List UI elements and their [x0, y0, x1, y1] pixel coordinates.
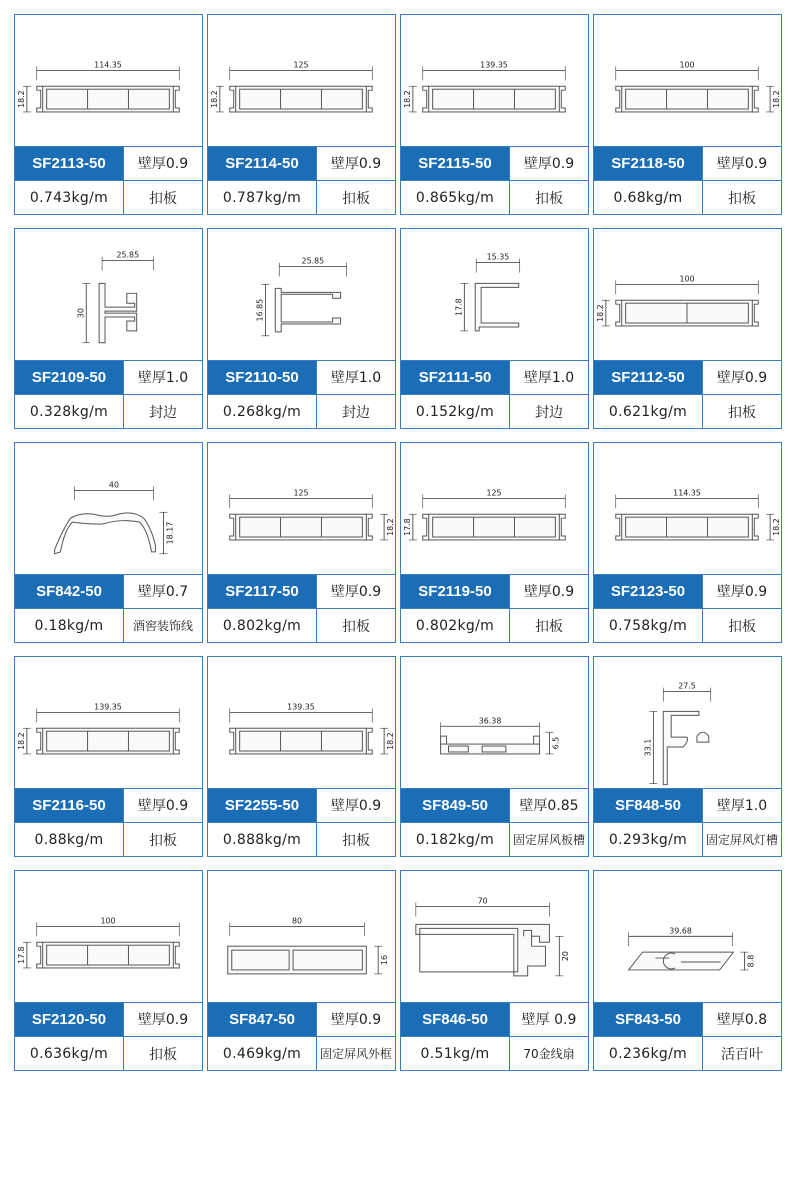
- spec-row: [208, 1003, 395, 1037]
- detail-row: [15, 608, 202, 642]
- product-grid: [14, 14, 782, 1071]
- width-dimension: [230, 488, 372, 508]
- height-dimension: [17, 942, 31, 968]
- profile-shape: [423, 86, 565, 112]
- width-label: 80: [292, 916, 303, 926]
- height-dimension: [403, 86, 417, 112]
- model-number: SF2112-50: [594, 361, 702, 395]
- width-dimension: [616, 488, 758, 508]
- profile-shape: [416, 924, 550, 975]
- height-dimension: [766, 86, 781, 112]
- profile-diagram: [401, 229, 588, 360]
- profile-drawing: [401, 229, 588, 361]
- width-dimension: [230, 702, 372, 722]
- height-dimension: [210, 86, 224, 112]
- profile-shape: [37, 86, 179, 112]
- width-dimension: [230, 916, 365, 936]
- detail-row: [15, 180, 202, 214]
- profile-drawing: [594, 443, 781, 575]
- width-label: 39.68: [669, 926, 692, 936]
- wall-thickness: 壁厚0.9: [509, 147, 588, 181]
- height-label: 18.2: [16, 732, 26, 750]
- weight-per-meter: 0.88kg/m: [34, 831, 104, 848]
- model-number: SF2109-50: [15, 361, 123, 395]
- profile-diagram: [15, 657, 202, 788]
- profile-diagram: [594, 657, 781, 788]
- detail-row: [208, 822, 395, 856]
- usage-label: 封边: [123, 395, 202, 428]
- height-dimension: [454, 283, 468, 330]
- detail-row: [401, 394, 588, 428]
- width-label: 100: [679, 60, 695, 70]
- profile-drawing: [401, 15, 588, 147]
- width-dimension: [37, 916, 179, 936]
- usage-label: 固定屏风板槽: [509, 823, 588, 856]
- width-dimension: [423, 488, 565, 508]
- height-dimension: [380, 514, 395, 540]
- height-dimension: [403, 514, 417, 540]
- usage-label: 活百叶: [702, 1037, 781, 1070]
- wall-thickness: 壁厚0.8: [702, 1003, 781, 1037]
- model-number: SF2111-50: [401, 361, 509, 395]
- width-dimension: [476, 253, 520, 273]
- profile-drawing: [401, 657, 588, 789]
- profile-shape: [230, 514, 372, 540]
- wall-thickness: 壁厚0.9: [316, 575, 395, 609]
- detail-row: [594, 1036, 781, 1070]
- weight-per-meter: 0.865kg/m: [415, 189, 495, 206]
- height-dimension: [380, 728, 395, 754]
- profile-diagram: [401, 657, 588, 788]
- product-card: [14, 870, 203, 1071]
- profile-shape: [230, 86, 372, 112]
- width-dimension: [102, 251, 153, 271]
- profile-diagram: [594, 229, 781, 360]
- usage-label: 封边: [316, 395, 395, 428]
- profile-shape: [616, 300, 758, 326]
- width-label: 125: [293, 60, 309, 70]
- weight-per-meter: 0.787kg/m: [222, 189, 302, 206]
- weight-per-meter: 0.68kg/m: [613, 189, 683, 206]
- spec-row: [594, 361, 781, 395]
- usage-label: 扣板: [316, 823, 395, 856]
- width-label: 27.5: [678, 681, 696, 691]
- width-label: 36.38: [478, 716, 502, 726]
- usage-label: 扣板: [509, 609, 588, 642]
- profile-diagram: [15, 871, 202, 1002]
- product-card: [593, 870, 782, 1071]
- width-dimension: [616, 60, 758, 80]
- weight-per-meter: 0.328kg/m: [29, 403, 109, 420]
- weight-per-meter: 0.802kg/m: [222, 617, 302, 634]
- width-dimension: [663, 682, 710, 702]
- detail-row: [401, 180, 588, 214]
- product-card: [593, 442, 782, 643]
- product-card: [400, 14, 589, 215]
- usage-label: 扣板: [316, 181, 395, 214]
- profile-diagram: [594, 443, 781, 574]
- spec-row: [401, 1003, 588, 1037]
- width-dimension: [230, 60, 372, 80]
- spec-row: [401, 789, 588, 823]
- height-label: 18.2: [772, 90, 781, 108]
- wall-thickness: 壁厚1.0: [702, 789, 781, 823]
- spec-row: [401, 575, 588, 609]
- width-dimension: [416, 897, 550, 917]
- detail-row: [401, 822, 588, 856]
- profile-shape: [475, 283, 519, 330]
- model-number: SF2113-50: [15, 147, 123, 181]
- height-dimension: [17, 728, 31, 754]
- product-card: [207, 870, 396, 1071]
- profile-drawing: [15, 657, 202, 789]
- height-label: 33.1: [643, 738, 653, 757]
- profile-drawing: [594, 657, 781, 789]
- height-dimension: [76, 283, 90, 342]
- model-number: SF843-50: [594, 1003, 702, 1037]
- width-label: 100: [679, 274, 695, 284]
- detail-row: [594, 822, 781, 856]
- product-card: [400, 442, 589, 643]
- height-dimension: [374, 946, 389, 974]
- width-label: 139.35: [480, 60, 508, 70]
- usage-label: 扣板: [123, 181, 202, 214]
- profile-shape: [663, 711, 709, 784]
- usage-label: 扣板: [123, 1037, 202, 1070]
- model-number: SF2117-50: [208, 575, 316, 609]
- height-dimension: [17, 86, 31, 112]
- profile-diagram: [401, 871, 588, 1002]
- profile-shape: [629, 952, 734, 970]
- height-label: 18.2: [386, 732, 395, 750]
- usage-label: 扣板: [509, 181, 588, 214]
- height-dimension: [545, 732, 560, 754]
- usage-label: 固定屏风灯槽: [702, 823, 781, 856]
- wall-thickness: 壁厚0.9: [316, 147, 395, 181]
- detail-row: [208, 608, 395, 642]
- width-label: 25.85: [116, 250, 140, 260]
- height-dimension: [643, 711, 657, 783]
- product-card: [593, 656, 782, 857]
- wall-thickness: 壁厚0.85: [509, 789, 588, 823]
- model-number: SF2123-50: [594, 575, 702, 609]
- height-label: 8.8: [746, 954, 756, 968]
- width-label: 100: [100, 916, 116, 926]
- profile-drawing: [208, 229, 395, 361]
- width-dimension: [629, 926, 733, 946]
- wall-thickness: 壁厚0.9: [123, 789, 202, 823]
- width-dimension: [37, 60, 179, 80]
- profile-shape: [99, 283, 137, 342]
- width-label: 125: [293, 488, 309, 498]
- wall-thickness: 壁厚0.9: [702, 575, 781, 609]
- spec-row: [15, 575, 202, 609]
- height-dimension: [159, 512, 174, 554]
- profile-shape: [616, 514, 758, 540]
- profile-diagram: [401, 443, 588, 574]
- weight-per-meter: 0.758kg/m: [608, 617, 688, 634]
- profile-drawing: [208, 15, 395, 147]
- spec-row: [15, 789, 202, 823]
- height-label: 18.2: [402, 90, 412, 108]
- profile-drawing: [208, 657, 395, 789]
- profile-diagram: [15, 15, 202, 146]
- model-number: SF2114-50: [208, 147, 316, 181]
- wall-thickness: 壁厚0.9: [316, 1003, 395, 1037]
- width-label: 125: [486, 488, 502, 498]
- product-card: [400, 656, 589, 857]
- width-dimension: [37, 702, 179, 722]
- wall-thickness: 壁厚1.0: [509, 361, 588, 395]
- height-label: 18.2: [386, 518, 395, 536]
- weight-per-meter: 0.802kg/m: [415, 617, 495, 634]
- weight-per-meter: 0.152kg/m: [415, 403, 495, 420]
- profile-shape: [441, 736, 540, 754]
- profile-drawing: [594, 15, 781, 147]
- product-card: [207, 228, 396, 429]
- height-label: 16.85: [255, 298, 265, 322]
- profile-diagram: [594, 871, 781, 1002]
- height-label: 18.17: [165, 521, 175, 545]
- usage-label: 扣板: [316, 609, 395, 642]
- usage-label: 70金线扇: [509, 1037, 588, 1070]
- usage-label: 固定屏风外框: [316, 1037, 395, 1070]
- model-number: SF2119-50: [401, 575, 509, 609]
- profile-diagram: [15, 443, 202, 574]
- profile-diagram: [401, 15, 588, 146]
- usage-label: 扣板: [702, 609, 781, 642]
- profile-drawing: [401, 871, 588, 1003]
- spec-row: [208, 147, 395, 181]
- height-label: 6.5: [551, 736, 561, 750]
- width-dimension: [279, 257, 346, 277]
- detail-row: [208, 180, 395, 214]
- width-label: 139.35: [94, 702, 122, 712]
- weight-per-meter: 0.18kg/m: [34, 617, 104, 634]
- profile-diagram: [208, 443, 395, 574]
- profile-drawing: [208, 871, 395, 1003]
- height-dimension: [766, 514, 781, 540]
- height-dimension: [555, 936, 570, 976]
- profile-diagram: [208, 229, 395, 360]
- model-number: SF2255-50: [208, 789, 316, 823]
- product-card: [14, 228, 203, 429]
- weight-per-meter: 0.636kg/m: [29, 1045, 109, 1062]
- wall-thickness: 壁厚 0.9: [509, 1003, 588, 1037]
- profile-shape: [616, 86, 758, 112]
- profile-shape: [37, 942, 179, 968]
- spec-row: [208, 361, 395, 395]
- height-label: 30: [76, 308, 86, 319]
- width-dimension: [74, 481, 153, 501]
- height-label: 20: [561, 951, 571, 962]
- product-card: [400, 228, 589, 429]
- weight-per-meter: 0.469kg/m: [222, 1045, 302, 1062]
- model-number: SF848-50: [594, 789, 702, 823]
- detail-row: [208, 394, 395, 428]
- spec-row: [401, 361, 588, 395]
- profile-diagram: [208, 871, 395, 1002]
- height-label: 17.8: [16, 946, 26, 964]
- spec-row: [594, 789, 781, 823]
- profile-diagram: [594, 15, 781, 146]
- profile-shape: [228, 946, 367, 974]
- spec-row: [401, 147, 588, 181]
- spec-row: [15, 147, 202, 181]
- model-number: SF2110-50: [208, 361, 316, 395]
- weight-per-meter: 0.293kg/m: [608, 831, 688, 848]
- profile-drawing: [208, 443, 395, 575]
- spec-row: [208, 789, 395, 823]
- product-card: [207, 656, 396, 857]
- width-label: 114.35: [94, 60, 122, 70]
- height-label: 17.8: [454, 298, 464, 316]
- width-dimension: [616, 274, 758, 294]
- profile-drawing: [15, 871, 202, 1003]
- width-label: 15.35: [486, 252, 510, 262]
- product-card: [400, 870, 589, 1071]
- model-number: SF846-50: [401, 1003, 509, 1037]
- height-dimension: [740, 952, 755, 970]
- wall-thickness: 壁厚1.0: [316, 361, 395, 395]
- usage-label: 扣板: [123, 823, 202, 856]
- height-dimension: [255, 284, 269, 335]
- usage-label: 扣板: [702, 181, 781, 214]
- wall-thickness: 壁厚0.9: [702, 361, 781, 395]
- detail-row: [594, 180, 781, 214]
- detail-row: [594, 608, 781, 642]
- detail-row: [208, 1036, 395, 1070]
- width-label: 40: [108, 480, 119, 490]
- profile-shape: [37, 728, 179, 754]
- profile-shape: [230, 728, 372, 754]
- wall-thickness: 壁厚0.7: [123, 575, 202, 609]
- model-number: SF847-50: [208, 1003, 316, 1037]
- usage-label: 封边: [509, 395, 588, 428]
- spec-row: [15, 1003, 202, 1037]
- model-number: SF842-50: [15, 575, 123, 609]
- model-number: SF849-50: [401, 789, 509, 823]
- model-number: SF2120-50: [15, 1003, 123, 1037]
- wall-thickness: 壁厚0.9: [123, 1003, 202, 1037]
- height-label: 18.2: [16, 90, 26, 108]
- width-label: 114.35: [673, 488, 701, 498]
- spec-row: [594, 1003, 781, 1037]
- product-card: [593, 14, 782, 215]
- profile-diagram: [208, 15, 395, 146]
- usage-label: 扣板: [702, 395, 781, 428]
- profile-drawing: [594, 871, 781, 1003]
- weight-per-meter: 0.236kg/m: [608, 1045, 688, 1062]
- model-number: SF2118-50: [594, 147, 702, 181]
- profile-drawing: [15, 15, 202, 147]
- width-label: 70: [477, 896, 488, 906]
- product-card: [14, 14, 203, 215]
- weight-per-meter: 0.51kg/m: [420, 1045, 490, 1062]
- weight-per-meter: 0.743kg/m: [29, 189, 109, 206]
- wall-thickness: 壁厚0.9: [702, 147, 781, 181]
- weight-per-meter: 0.888kg/m: [222, 831, 302, 848]
- product-card: [14, 442, 203, 643]
- height-label: 16: [380, 955, 390, 966]
- width-label: 139.35: [287, 702, 315, 712]
- detail-row: [594, 394, 781, 428]
- height-label: 18.2: [772, 518, 781, 536]
- width-dimension: [423, 60, 565, 80]
- profile-drawing: [15, 229, 202, 361]
- weight-per-meter: 0.621kg/m: [608, 403, 688, 420]
- detail-row: [15, 822, 202, 856]
- height-label: 17.8: [402, 518, 412, 536]
- profile-drawing: [401, 443, 588, 575]
- height-label: 18.2: [595, 304, 605, 322]
- height-dimension: [596, 300, 610, 326]
- model-number: SF2116-50: [15, 789, 123, 823]
- wall-thickness: 壁厚1.0: [123, 361, 202, 395]
- profile-diagram: [208, 657, 395, 788]
- profile-diagram: [15, 229, 202, 360]
- profile-shape: [275, 288, 340, 332]
- height-label: 18.2: [209, 90, 219, 108]
- spec-row: [594, 575, 781, 609]
- product-card: [593, 228, 782, 429]
- model-number: SF2115-50: [401, 147, 509, 181]
- product-card: [207, 442, 396, 643]
- width-dimension: [441, 716, 540, 736]
- spec-row: [208, 575, 395, 609]
- product-card: [207, 14, 396, 215]
- profile-shape: [423, 514, 565, 540]
- spec-row: [594, 147, 781, 181]
- weight-per-meter: 0.182kg/m: [415, 831, 495, 848]
- detail-row: [401, 608, 588, 642]
- profile-drawing: [594, 229, 781, 361]
- wall-thickness: 壁厚0.9: [316, 789, 395, 823]
- width-label: 25.85: [301, 256, 325, 266]
- product-card: [14, 656, 203, 857]
- detail-row: [15, 394, 202, 428]
- detail-row: [401, 1036, 588, 1070]
- weight-per-meter: 0.268kg/m: [222, 403, 302, 420]
- wall-thickness: 壁厚0.9: [509, 575, 588, 609]
- profile-drawing: [15, 443, 202, 575]
- usage-label: 酒窖装饰线: [123, 609, 202, 642]
- wall-thickness: 壁厚0.9: [123, 147, 202, 181]
- detail-row: [15, 1036, 202, 1070]
- profile-shape: [55, 513, 156, 554]
- spec-row: [15, 361, 202, 395]
